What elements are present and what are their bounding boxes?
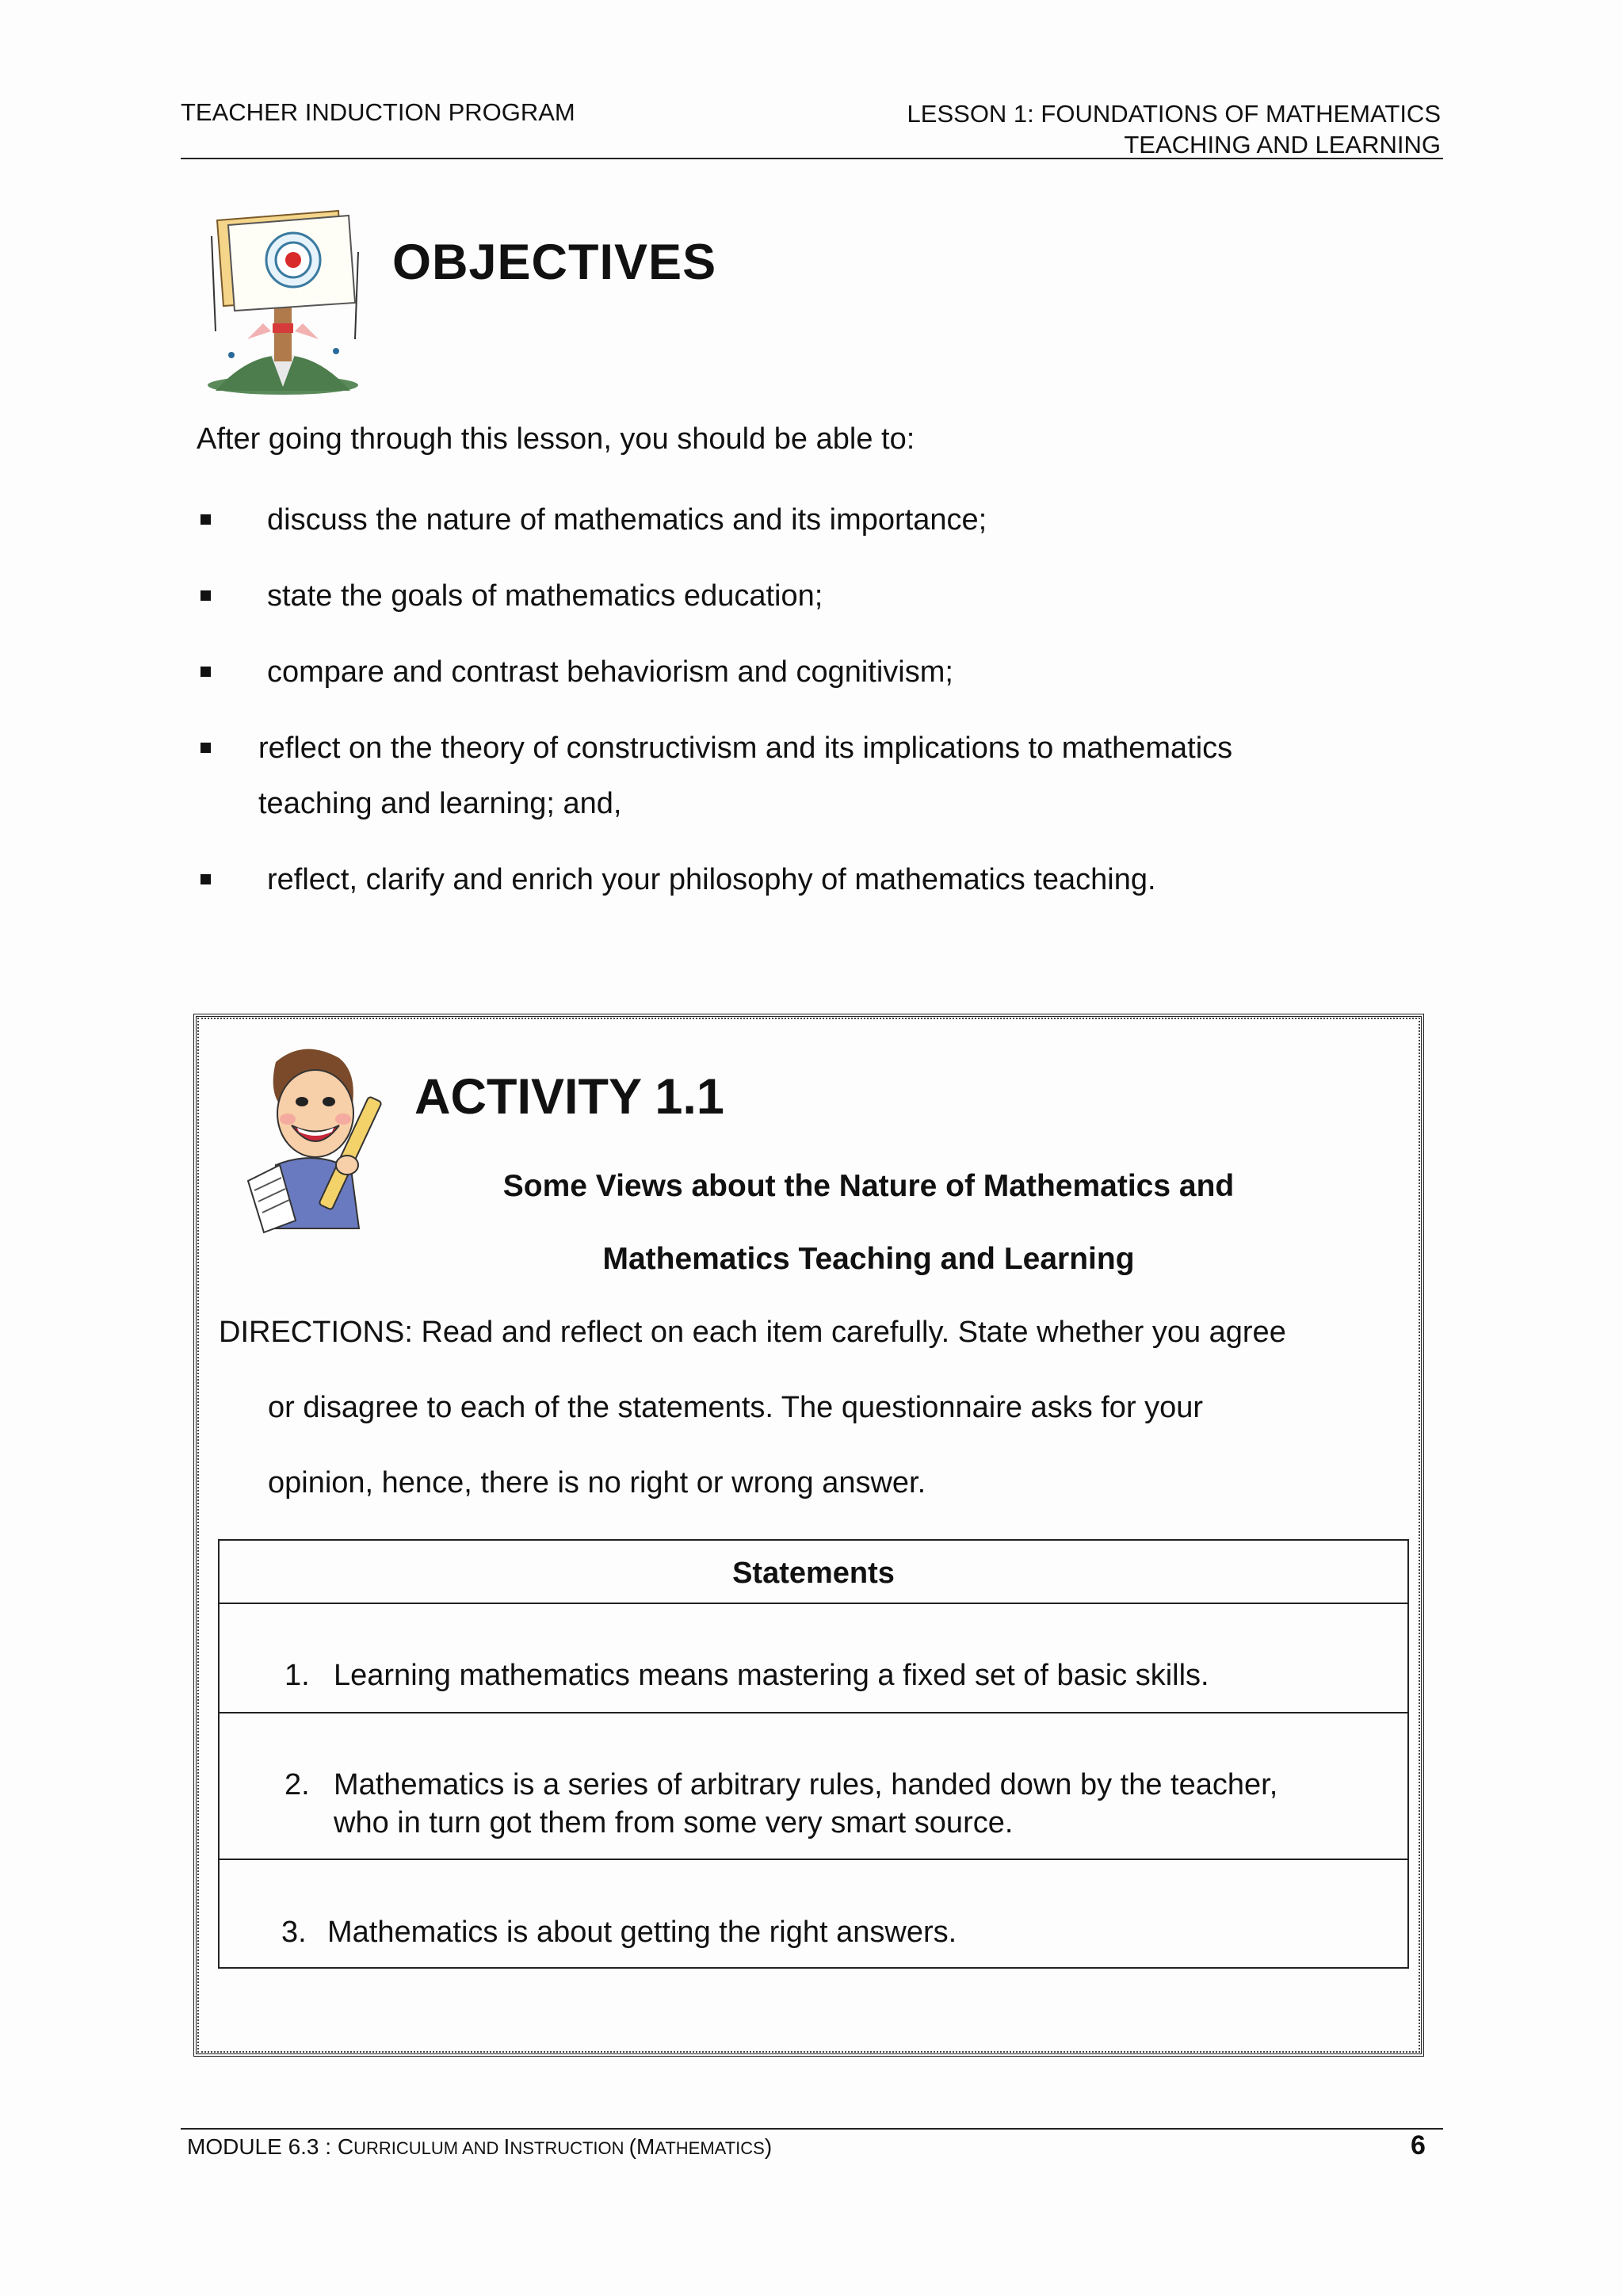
header-lesson-line2: TEACHING AND LEARNING (1124, 131, 1441, 159)
bullet-icon (200, 743, 211, 753)
header-program-title: TEACHER INDUCTION PROGRAM (181, 98, 575, 126)
table-divider (220, 1712, 1407, 1713)
table-divider (220, 1603, 1407, 1604)
objectives-title: OBJECTIVES (392, 235, 717, 290)
bullet-icon (200, 590, 211, 601)
statements-table: Statements 1. Learning mathematics means mastering a fixed set of basic skills. 2. Mathematics is a series of arbitrary rules, handed down by the teacher, who in turn got them from some very smart source. 3. Mathematics is about getting the right answers. (218, 1539, 1409, 1969)
table-header: Statements (732, 1557, 895, 1590)
footer-divider (181, 2128, 1443, 2130)
page-number: 6 (1411, 2130, 1426, 2160)
footer-module-title: MODULE 6.3 : CURRICULUM AND INSTRUCTION (MATHEMATICS) (187, 2134, 773, 2159)
bullet-icon (200, 874, 211, 884)
header-lesson-title (907, 98, 1441, 160)
activity-title: ACTIVITY 1.1 (414, 1069, 724, 1125)
header-divider (181, 158, 1443, 159)
target-sign-person-illustration (200, 204, 366, 395)
table-divider (220, 1859, 1407, 1860)
bullet-icon (200, 514, 211, 525)
activity-subtitle-line2: Mathematics Teaching and Learning (602, 1242, 1135, 1276)
directions-line2: or disagree to each of the statements. The questionnaire asks for your (268, 1391, 1204, 1424)
objectives-intro: After going through this lesson, you should be able to: (197, 422, 915, 456)
activity-subtitle-line1: Some Views about the Nature of Mathematics and (502, 1169, 1235, 1203)
bullet-icon (200, 667, 211, 677)
directions-line1: DIRECTIONS: Read and reflect on each item carefully. State whether you agree (219, 1316, 1286, 1349)
directions-line3: opinion, hence, there is no right or wrong answer. (268, 1466, 926, 1499)
smiling-teacher-pencil-illustration (232, 1038, 391, 1236)
header-lesson-line1: LESSON 1: FOUNDATIONS OF MATHEMATICS (907, 100, 1441, 128)
